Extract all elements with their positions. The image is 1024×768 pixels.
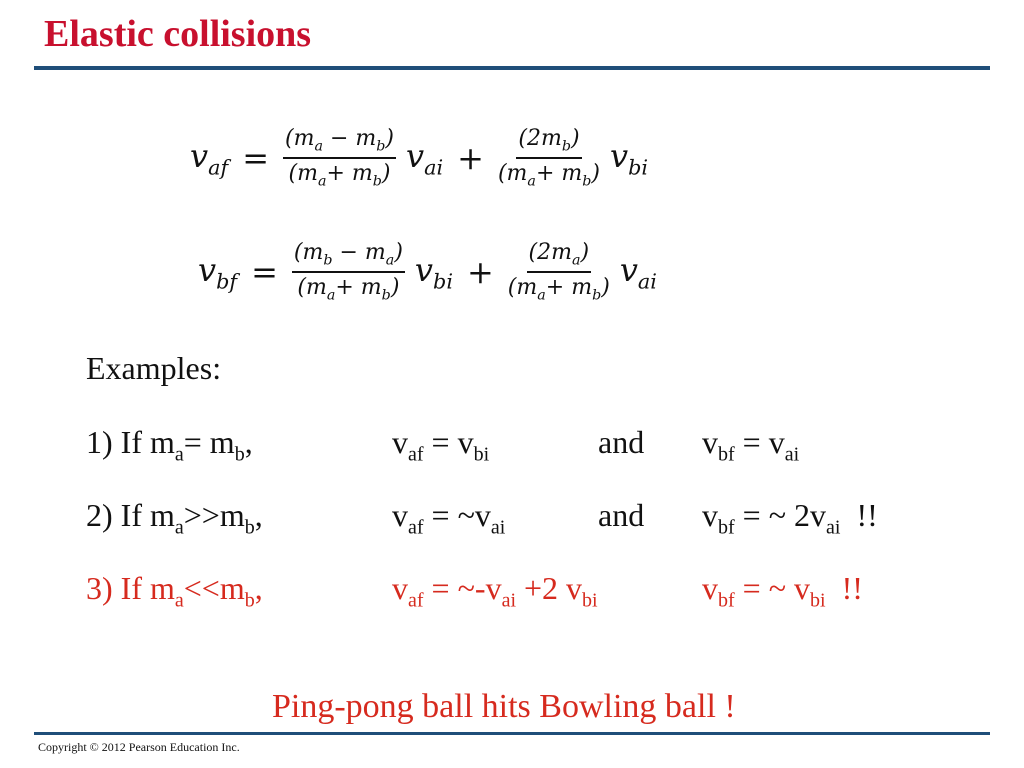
example-2-vaf: $v_{af}$ = $\sim v_{ai}$ bbox=[392, 497, 506, 539]
eq1-term2: $v_{bi}$ bbox=[610, 136, 649, 180]
eq1-lhs: $v_{af}$ bbox=[190, 136, 229, 180]
eq1-frac1-numerator: $(m_a - m_b)$ bbox=[283, 126, 396, 159]
tagline: Ping-pong ball hits Bowling ball ! bbox=[272, 688, 736, 725]
equation-vaf bbox=[190, 126, 648, 190]
eq2-fraction-1 bbox=[292, 240, 405, 304]
eq1-plus: + bbox=[457, 138, 484, 177]
example-3-vaf: $v_{af}$ = $\sim-v_{ai} +2$ $v_{bi}$ bbox=[392, 570, 598, 612]
title-divider bbox=[34, 66, 990, 70]
eq2-frac2-numerator: $(2m_a)$ bbox=[527, 240, 592, 273]
slide-title: Elastic collisions bbox=[44, 13, 312, 55]
footer-divider bbox=[34, 732, 990, 735]
copyright-text: Copyright © 2012 Pearson Education Inc. bbox=[38, 740, 240, 754]
eq1-frac1-denominator: $(m_a+ m_b)$ bbox=[288, 160, 391, 190]
eq2-term1: $v_{bi}$ bbox=[414, 250, 453, 294]
eq2-frac1-denominator: $(m_a+ m_b)$ bbox=[297, 274, 400, 304]
example-3-condition: 3) If $m_a<<m_b$, bbox=[86, 570, 263, 612]
example-1-condition: 1) If $m_a= m_b$, bbox=[86, 424, 253, 466]
example-2-condition: 2) If $m_a>>m_b$, bbox=[86, 497, 263, 539]
eq1-term1: $v_{ai}$ bbox=[406, 136, 444, 180]
example-2-vbf: $v_{bf}$ = ~ $2v_{ai}$ !! bbox=[702, 497, 878, 539]
equation-vbf bbox=[198, 240, 657, 304]
example-1-vbf: $v_{bf} = v_{ai}$ bbox=[702, 424, 800, 466]
eq1-fraction-1 bbox=[283, 126, 396, 190]
eq1-frac2-denominator: $(m_a+ m_b)$ bbox=[497, 160, 600, 190]
example-1-and: and bbox=[598, 424, 645, 460]
example-1-vaf: $v_{af} = v_{bi}$ bbox=[392, 424, 490, 466]
eq1-fraction-2 bbox=[498, 126, 600, 190]
example-2-and: and bbox=[598, 497, 645, 533]
eq2-lhs: $v_{bf}$ bbox=[198, 250, 238, 294]
eq2-fraction-2 bbox=[508, 240, 610, 304]
eq1-equals: = bbox=[242, 138, 269, 177]
eq2-frac1-numerator: $(m_b - m_a)$ bbox=[292, 240, 405, 273]
eq1-frac2-numerator: $(2m_b)$ bbox=[516, 126, 581, 159]
eq2-term2: $v_{ai}$ bbox=[619, 250, 657, 294]
eq2-equals: = bbox=[251, 252, 278, 291]
example-3-vbf: $v_{bf}$ = ~ $v_{bi}$ !! bbox=[702, 570, 863, 612]
examples-heading: Examples: bbox=[86, 350, 222, 386]
eq2-frac2-denominator: $(m_a+ m_b)$ bbox=[507, 274, 610, 304]
eq2-plus: + bbox=[466, 252, 494, 291]
